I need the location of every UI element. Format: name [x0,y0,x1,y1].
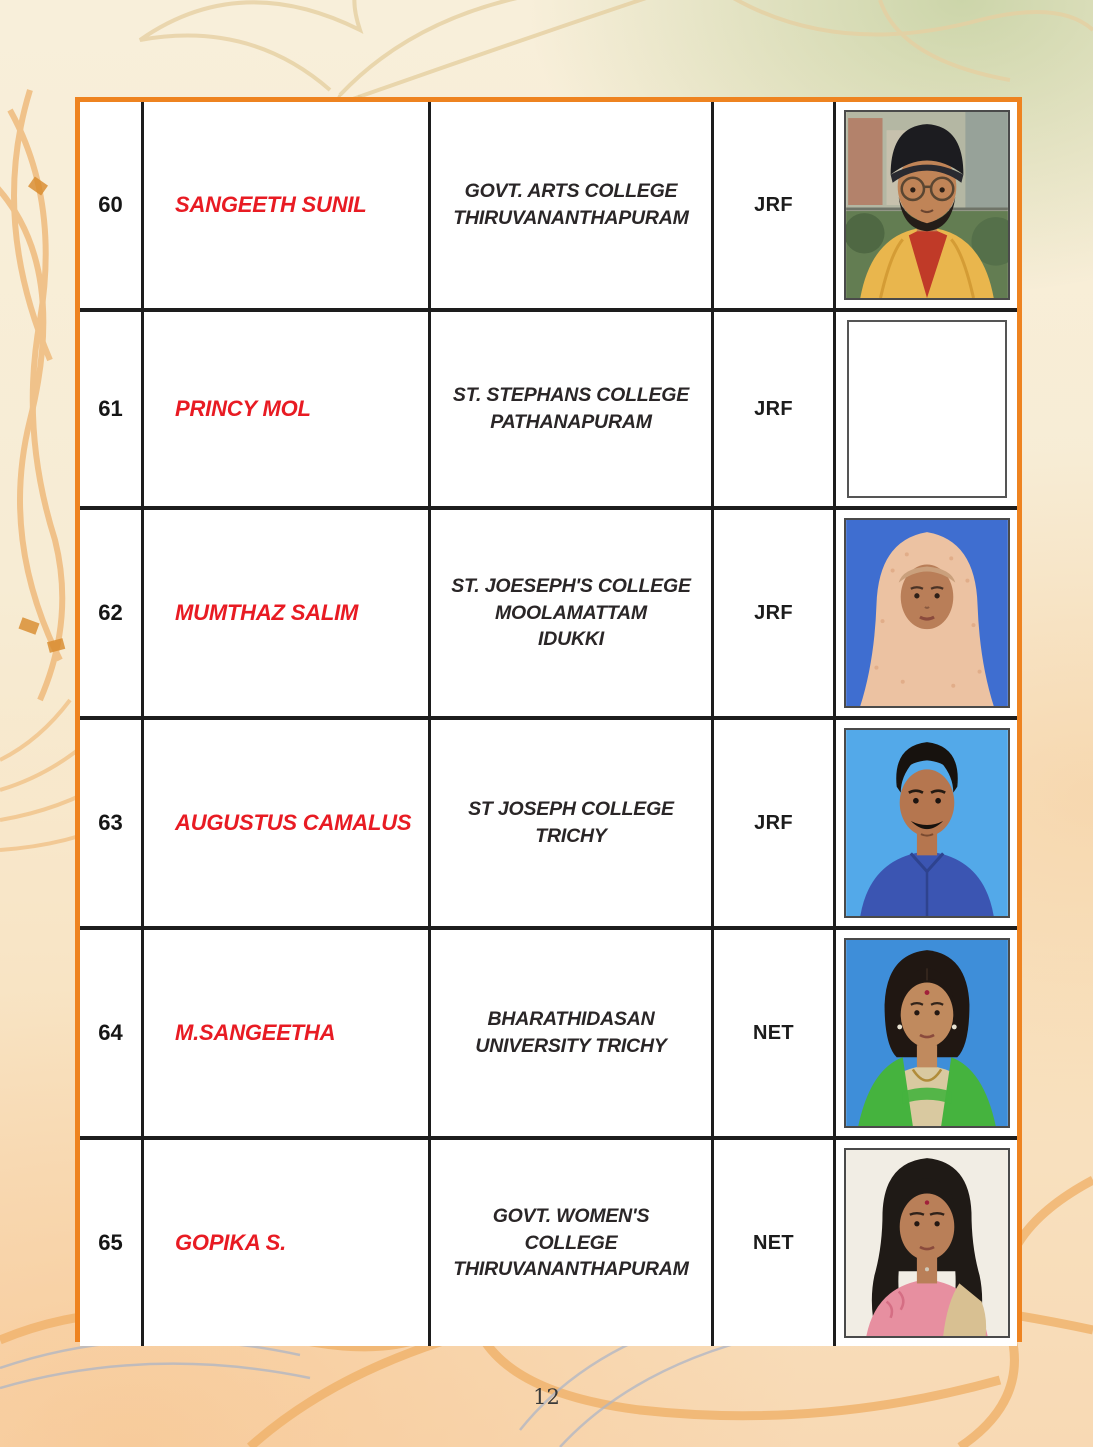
table-row [80,930,1017,1140]
college-line: GOVT. ARTS COLLEGE [464,180,678,203]
photo-cell [836,312,1017,506]
qualification-badge: JRF [714,720,836,926]
college-name [431,312,714,506]
serial-number: 65 [80,1140,144,1346]
serial-number: 64 [80,930,144,1136]
college-line: THIRUVANANTHAPURAM [453,1258,689,1281]
candidate-name: GOPIKA S. [144,1140,431,1346]
college-line: TRICHY [535,825,607,847]
qualification-badge: NET [714,930,836,1136]
candidate-photo [844,728,1010,918]
serial-number: 62 [80,510,144,716]
college-name [431,720,714,926]
candidate-name: SANGEETH SUNIL [144,102,431,308]
portrait-photo-beanie-man [846,112,1008,298]
college-line: GOVT. WOMEN'S COLLEGE [492,1204,650,1254]
college-name [431,930,714,1136]
portrait-photo-woman-green [846,940,1008,1126]
candidate-photo [844,518,1010,708]
candidate-photo [844,1148,1010,1338]
table-row [80,312,1017,510]
table-row [80,102,1017,312]
photo-cell [836,102,1017,308]
photo-cell [836,510,1017,716]
serial-number: 61 [80,312,144,506]
serial-number: 63 [80,720,144,926]
table-row [80,1140,1017,1346]
candidate-name: PRINCY MOL [144,312,431,506]
empty-photo-placeholder [847,320,1007,498]
candidates-table [75,97,1022,1342]
portrait-photo-woman-pink [846,1150,1008,1336]
page-number: 12 [533,1385,560,1409]
college-name [431,510,714,716]
candidate-name: AUGUSTUS CAMALUS [144,720,431,926]
college-line: PATHANAPURAM [490,411,652,433]
table-row [80,510,1017,720]
college-line: UNIVERSITY TRICHY [475,1035,667,1057]
college-name [431,102,714,308]
qualification-badge: JRF [714,510,836,716]
qualification-badge: JRF [714,102,836,308]
college-line: ST. STEPHANS COLLEGE [452,384,690,407]
college-line: ST JOSEPH COLLEGE [468,798,674,821]
portrait-photo-man [846,730,1008,916]
college-line: IDUKKI [538,628,604,651]
table-row [80,720,1017,930]
college-line: MOOLAMATTAM [495,601,647,624]
photo-cell [836,930,1017,1136]
qualification-badge: JRF [714,312,836,506]
candidate-photo [844,938,1010,1128]
candidate-photo [844,110,1010,300]
college-line: ST. JOESEPH'S COLLEGE [451,574,691,597]
candidate-name: M.SANGEETHA [144,930,431,1136]
college-line: BHARATHIDASAN [487,1008,655,1031]
photo-cell [836,1140,1017,1346]
candidate-name: MUMTHAZ SALIM [144,510,431,716]
college-line: THIRUVANANTHAPURAM [453,207,689,229]
serial-number: 60 [80,102,144,308]
qualification-badge: NET [714,1140,836,1346]
portrait-photo-hijab-woman [846,520,1008,706]
photo-cell [836,720,1017,926]
college-name [431,1140,714,1346]
